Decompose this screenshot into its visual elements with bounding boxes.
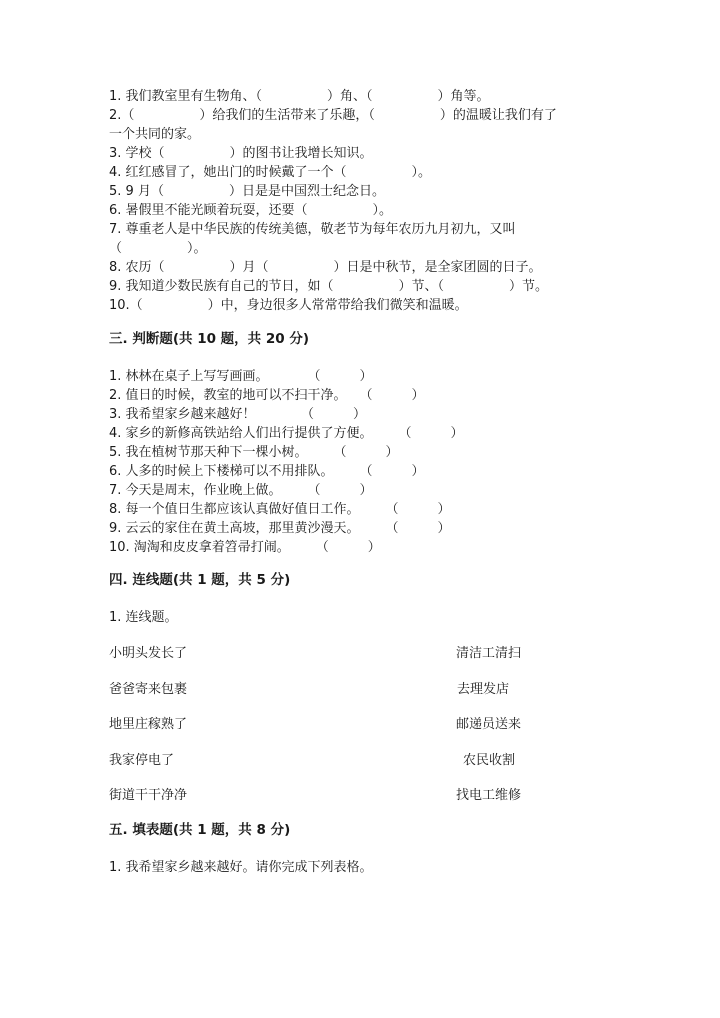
- matching-right-item: 邮递员送来: [456, 717, 522, 732]
- matching-right-item: 农民收割: [463, 753, 516, 768]
- fill-item: 2.（ ）给我们的生活带来了乐趣，（ ）的温暖让我们有了: [109, 108, 557, 123]
- matching-right-item: 清洁工清扫: [456, 646, 522, 661]
- matching-left-item: 街道干干净净: [109, 788, 188, 803]
- fill-item: 5. 9 月（ ）日是是中国烈士纪念日。: [109, 184, 385, 199]
- matching-right-item: 去理发店: [457, 682, 510, 697]
- fill-item: 3. 学校（ ）的图书让我增长知识。: [109, 146, 373, 161]
- judgement-item: 6. 人多的时候上下楼梯可以不用排队。 （ ）: [109, 464, 425, 479]
- section-title: 三. 判断题(共 10 题，共 20 分): [109, 331, 310, 347]
- judgement-item: 9. 云云的家住在黄土高坡，那里黄沙漫天。 （ ）: [109, 521, 451, 536]
- section-title: 五. 填表题(共 1 题，共 8 分): [109, 822, 291, 838]
- section-title: 四. 连线题(共 1 题，共 5 分): [109, 572, 291, 588]
- matching-question: 1. 连线题。: [109, 610, 178, 625]
- fill-item: （ ）。: [109, 241, 207, 256]
- judgement-item: 8. 每一个值日生都应该认真做好值日工作。 （ ）: [109, 502, 451, 517]
- fill-item: 一个共同的家。: [109, 127, 201, 142]
- table-question: 1. 我希望家乡越来越好。请你完成下列表格。: [109, 860, 373, 875]
- matching-left-item: 小明头发长了: [109, 646, 188, 661]
- judgement-item: 5. 我在植树节那天种下一棵小树。 （ ）: [109, 445, 399, 460]
- matching-left-item: 我家停电了: [109, 753, 175, 768]
- fill-item: 8. 农历（ ）月（ ）日是中秋节，是全家团圆的日子。: [109, 260, 542, 275]
- fill-item: 4. 红红感冒了，她出门的时候戴了一个（ ）。: [109, 165, 432, 180]
- judgement-item: 1. 林林在桌子上写写画画。 （ ）: [109, 369, 373, 384]
- judgement-item: 3. 我希望家乡越来越好！ （ ）: [109, 407, 367, 422]
- fill-item: 1. 我们教室里有生物角、（ ）角、（ ）角等。: [109, 89, 490, 104]
- fill-item: 10.（ ）中，身边很多人常常带给我们微笑和温暖。: [109, 298, 468, 313]
- matching-left-item: 地里庄稼熟了: [109, 717, 188, 732]
- fill-item: 6. 暑假里不能光顾着玩耍，还要（ ）。: [109, 203, 393, 218]
- judgement-item: 4. 家乡的新修高铁站给人们出行提供了方便。 （ ）: [109, 426, 464, 441]
- fill-item: 9. 我知道少数民族有自己的节日，如（ ）节、（ ）节。: [109, 279, 549, 294]
- fill-item: 7. 尊重老人是中华民族的传统美德，敬老节为每年农历九月初九，又叫: [109, 222, 516, 237]
- judgement-item: 7. 今天是周末，作业晚上做。 （ ）: [109, 483, 373, 498]
- matching-left-item: 爸爸寄来包裹: [109, 682, 188, 697]
- judgement-item: 2. 值日的时候，教室的地可以不扫干净。 （ ）: [109, 388, 425, 403]
- matching-right-item: 找电工维修: [456, 788, 522, 803]
- judgement-item: 10. 淘淘和皮皮拿着笤帚打闹。 （ ）: [109, 540, 381, 555]
